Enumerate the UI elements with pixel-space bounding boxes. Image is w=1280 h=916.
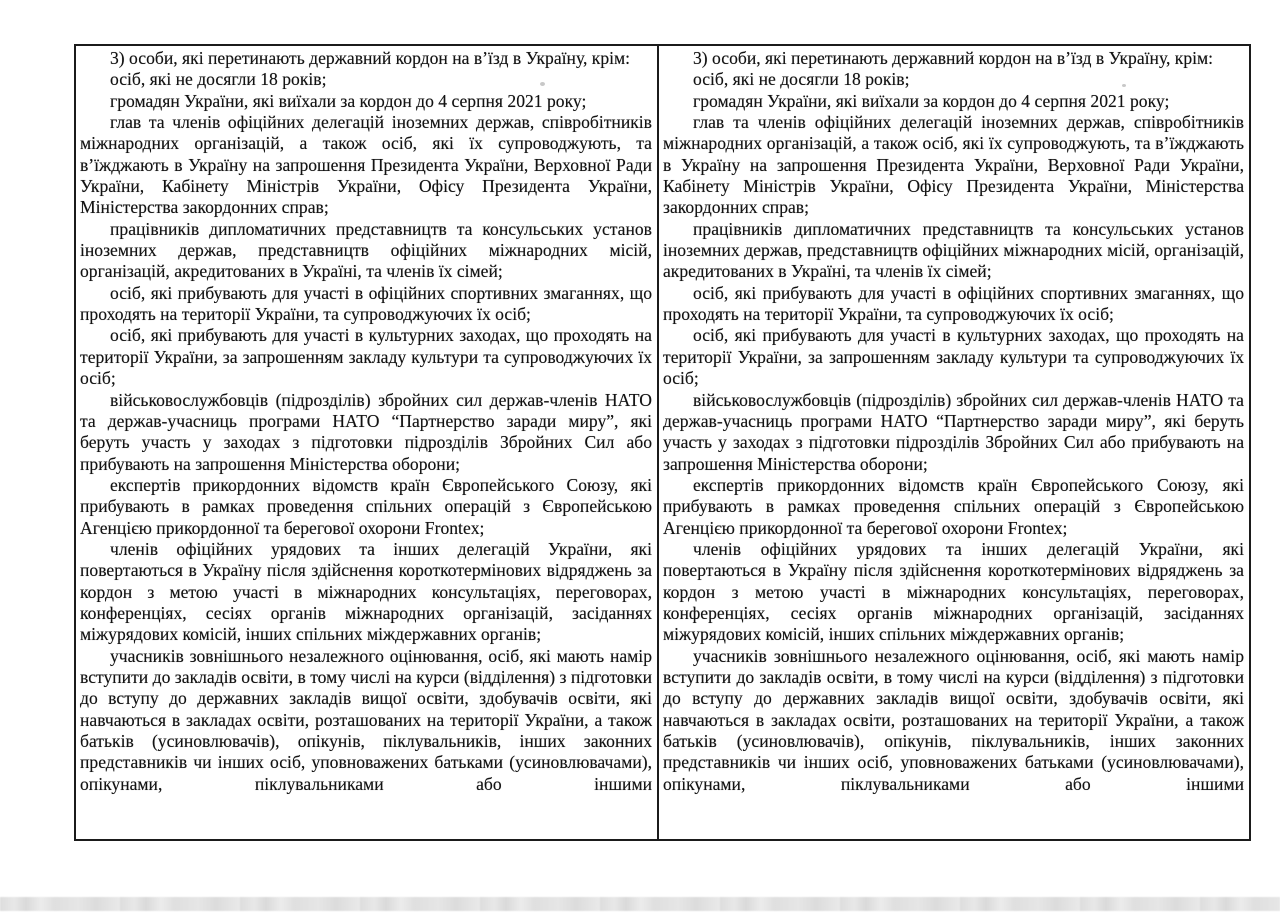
paragraph: громадян України, які виїхали за кордон до 4 серпня 2021 року; xyxy=(693,90,1170,111)
document-column-right xyxy=(659,46,1249,839)
paragraph: 3) особи, які перетинають державний кордон на в’їзд в Україну, крім: xyxy=(693,48,1214,68)
paragraph: осіб, які прибувають для участі в офіційних спортивних змаганнях, що проходять на території України, та супроводжуючих їх осіб; xyxy=(80,282,652,325)
paragraph: осіб, які не досягли 18 років; xyxy=(693,69,910,90)
paragraph: працівників дипломатичних представництв та консульських установ іноземних держав, представництв офіційних міжнародних місій, організацій, акредитованих в Україні, та членів їх сімей; xyxy=(663,218,1244,282)
scan-speck xyxy=(540,82,545,86)
paragraph: осіб, які прибувають для участі в культурних заходах, що проходять на території України, за запрошенням закладу культури та супроводжуючих їх осіб; xyxy=(80,325,652,389)
paragraph: осіб, які не досягли 18 років; xyxy=(110,69,327,90)
document-column-left xyxy=(76,46,659,839)
paragraph: експертів прикордонних відомств країн Європейського Союзу, які прибувають в рамках проведення спільних операцій з Європейською Агенцією прикордонної та берегової охорони Frontex; xyxy=(663,474,1244,538)
paragraph: глав та членів офіційних делегацій іноземних держав, співробітників міжнародних організацій, а також осіб, які їх супроводжують, та в’їжджають в Україну на запрошення Президента України, Верховної Ради України, Кабінету Міністрів України, Офісу Президента України, Міністерства закордонних справ; xyxy=(663,112,1244,218)
scan-artifact-strip xyxy=(0,897,1280,911)
paragraph: глав та членів офіційних делегацій іноземних держав, співробітників міжнародних організацій, а також осіб, які їх супроводжують, та в’їжджають в Україну на запрошення Президента України, Верховної Ради України, Кабінету Міністрів України, Офісу Президента України, Міністерства закордонних справ; xyxy=(80,112,652,218)
paragraph: учасників зовнішнього незалежного оцінювання, осіб, які мають намір вступити до закладів освіти, в тому числі на курси (відділення) з підготовки до вступу до державних закладів вищої освіти, здобувачів освіти, які навчаються в закладах освіти, розташованих на території України, а також батьків (усиновлювачів), опікунів, піклувальників, інших законних представників чи інших осіб, уповноважених батьками (усиновлювачами), опікунами, піклувальниками або іншими xyxy=(80,645,652,794)
paragraph: осіб, які прибувають для участі в культурних заходах, що проходять на території України, за запрошенням закладу культури та супроводжуючих їх осіб; xyxy=(663,325,1244,389)
document-table xyxy=(74,44,1251,841)
paragraph: членів офіційних урядових та інших делегацій України, які повертаються в Україну після здійснення короткотермінових відряджень за кордон з метою участі в міжнародних консультаціях, переговорах, конференціях, сесіях органів міжнародних організацій, засіданнях міжурядових комісій, інших спільних міждержавних органів; xyxy=(80,538,652,645)
paragraph: військовослужбовців (підрозділів) збройних сил держав-членів НАТО та держав-учасниць програми НАТО “Партнерство заради миру”, які беруть участь у заходах з підготовки підрозділів Збройних Сил або прибувають на запрошення Міністерства оборони; xyxy=(663,389,1244,474)
paragraph: працівників дипломатичних представництв та консульських установ іноземних держав, представництв офіційних міжнародних місій, організацій, акредитованих в Україні, та членів їх сімей; xyxy=(80,218,652,282)
paragraph: осіб, які прибувають для участі в офіційних спортивних змаганнях, що проходять на території України, та супроводжуючих їх осіб; xyxy=(663,282,1244,325)
paragraph: експертів прикордонних відомств країн Європейського Союзу, які прибувають в рамках проведення спільних операцій з Європейською Агенцією прикордонної та берегової охорони Frontex; xyxy=(80,474,652,538)
paragraph: громадян України, які виїхали за кордон до 4 серпня 2021 року; xyxy=(110,90,587,111)
scan-speck xyxy=(1122,84,1126,87)
paragraph: учасників зовнішнього незалежного оцінювання, осіб, які мають намір вступити до закладів освіти, в тому числі на курси (відділення) з підготовки до вступу до державних закладів вищої освіти, здобувачів освіти, які навчаються в закладах освіти, розташованих на території України, а також батьків (усиновлювачів), опікунів, піклувальників, інших законних представників чи інших осіб, уповноважених батьками (усиновлювачами), опікунами, піклувальниками або іншими xyxy=(663,645,1244,794)
paragraph: 3) особи, які перетинають державний кордон на в’їзд в Україну, крім: xyxy=(110,48,631,68)
paragraph: членів офіційних урядових та інших делегацій України, які повертаються в Україну після здійснення короткотермінових відряджень за кордон з метою участі в міжнародних консультаціях, переговорах, конференціях, сесіях органів міжнародних організацій, засіданнях міжурядових комісій, інших спільних міждержавних органів; xyxy=(663,538,1244,645)
paragraph: військовослужбовців (підрозділів) збройних сил держав-членів НАТО та держав-учасниць програми НАТО “Партнерство заради миру”, які беруть участь у заходах з підготовки підрозділів Збройних Сил або прибувають на запрошення Міністерства оборони; xyxy=(80,389,652,474)
